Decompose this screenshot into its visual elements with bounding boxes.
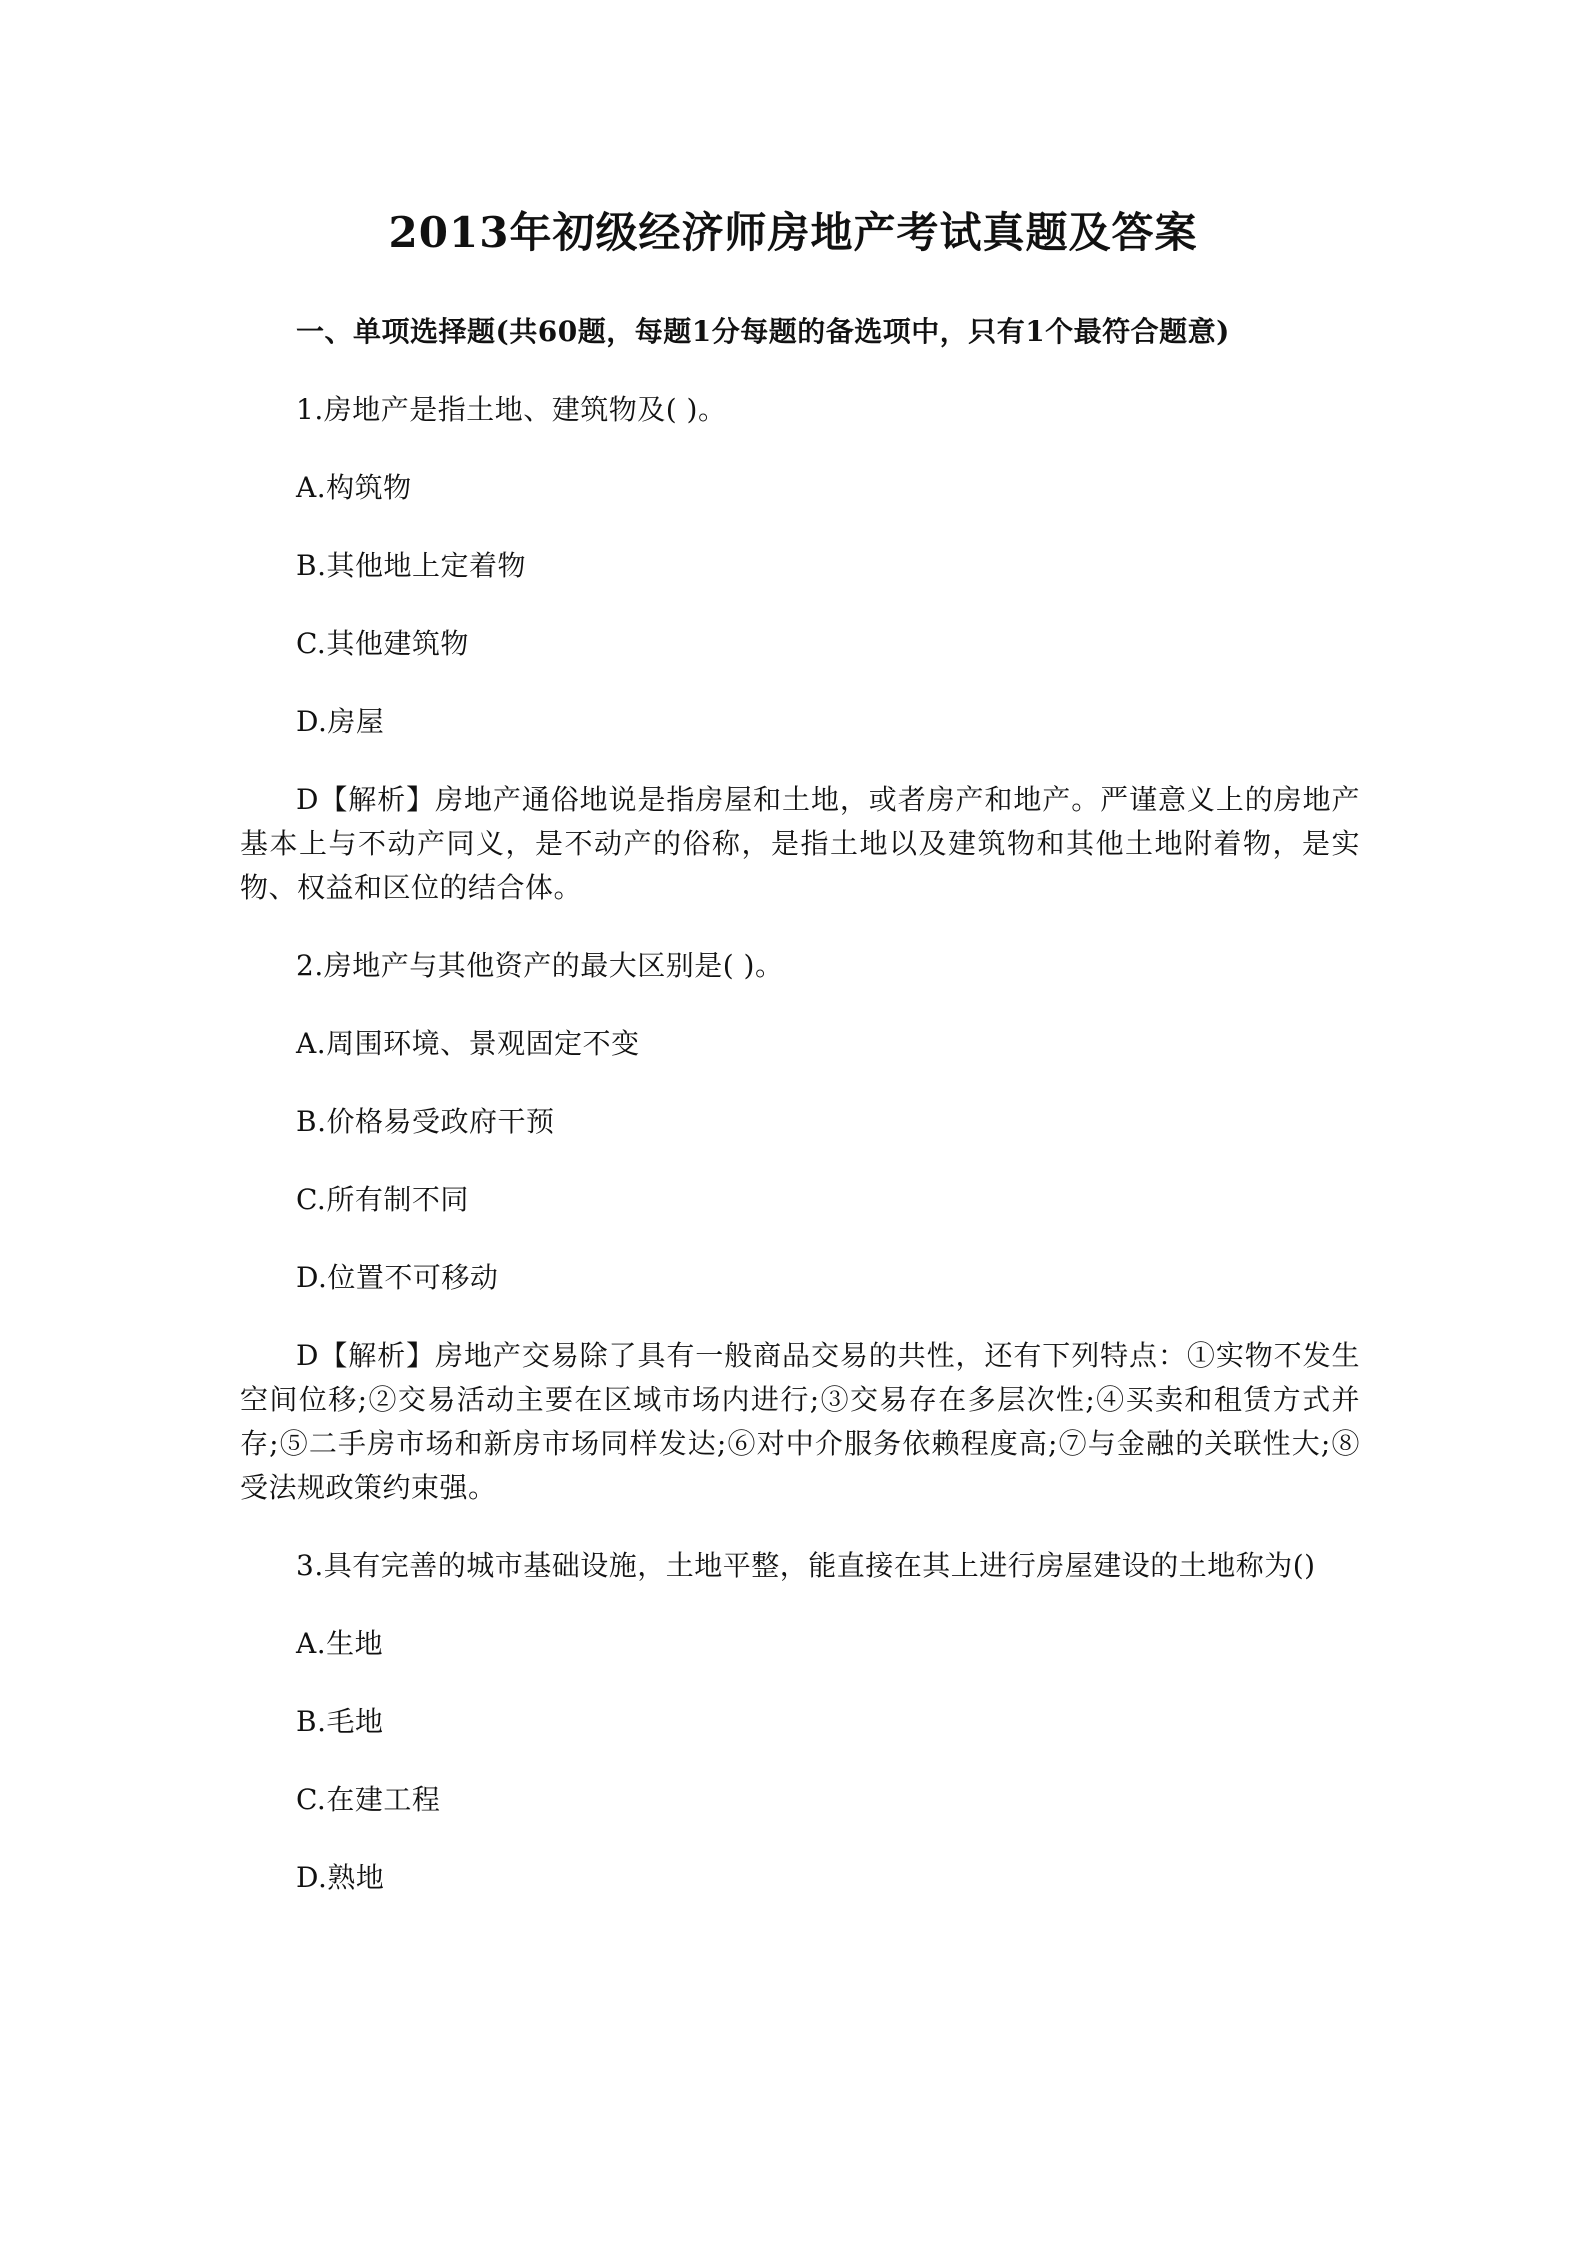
question-option: B.价格易受政府干预: [296, 1105, 555, 1138]
question-option: D.位置不可移动: [296, 1261, 499, 1294]
answer-explanation: D【解析】房地产通俗地说是指房屋和土地，或者房产和地产。严谨意义上的房地产基本上与不动产同义，是不动产的俗称，是指土地以及建筑物和其他土地附着物，是实物、权益和区位的结合体。: [240, 783, 1360, 904]
document-title: 2013年初级经济师房地产考试真题及答案: [388, 208, 1198, 257]
question-option: D.房屋: [296, 705, 385, 738]
question-option: C.所有制不同: [296, 1183, 469, 1216]
question-option: B.其他地上定着物: [296, 549, 526, 582]
answer-explanation: D【解析】房地产交易除了具有一般商品交易的共性，还有下列特点：①实物不发生空间位移;②交易活动主要在区域市场内进行;③交易存在多层次性;④买卖和租赁方式并存;⑤二手房市场和新房市场同样发达;⑥对中介服务依赖程度高;⑦与金融的关联性大;⑧受法规政策约束强。: [240, 1339, 1360, 1504]
question-option: A.构筑物: [296, 471, 412, 504]
question-stem: 3.具有完善的城市基础设施，土地平整，能直接在其上进行房屋建设的土地称为(): [296, 1549, 1316, 1582]
question-stem: 2.房地产与其他资产的最大区别是( )。: [296, 949, 784, 982]
question-option: A.生地: [296, 1627, 384, 1660]
question-option: A.周围环境、景观固定不变: [296, 1027, 640, 1060]
question-option: C.在建工程: [296, 1783, 441, 1816]
question-stem: 1.房地产是指土地、建筑物及( )。: [296, 393, 727, 426]
section-heading: 一、单项选择题(共60题，每题1分每题的备选项中，只有1个最符合题意): [296, 315, 1230, 348]
question-option: B.毛地: [296, 1705, 384, 1738]
document-body: [240, 310, 1360, 1900]
question-option: D.熟地: [296, 1861, 385, 1894]
question-option: C.其他建筑物: [296, 627, 469, 660]
